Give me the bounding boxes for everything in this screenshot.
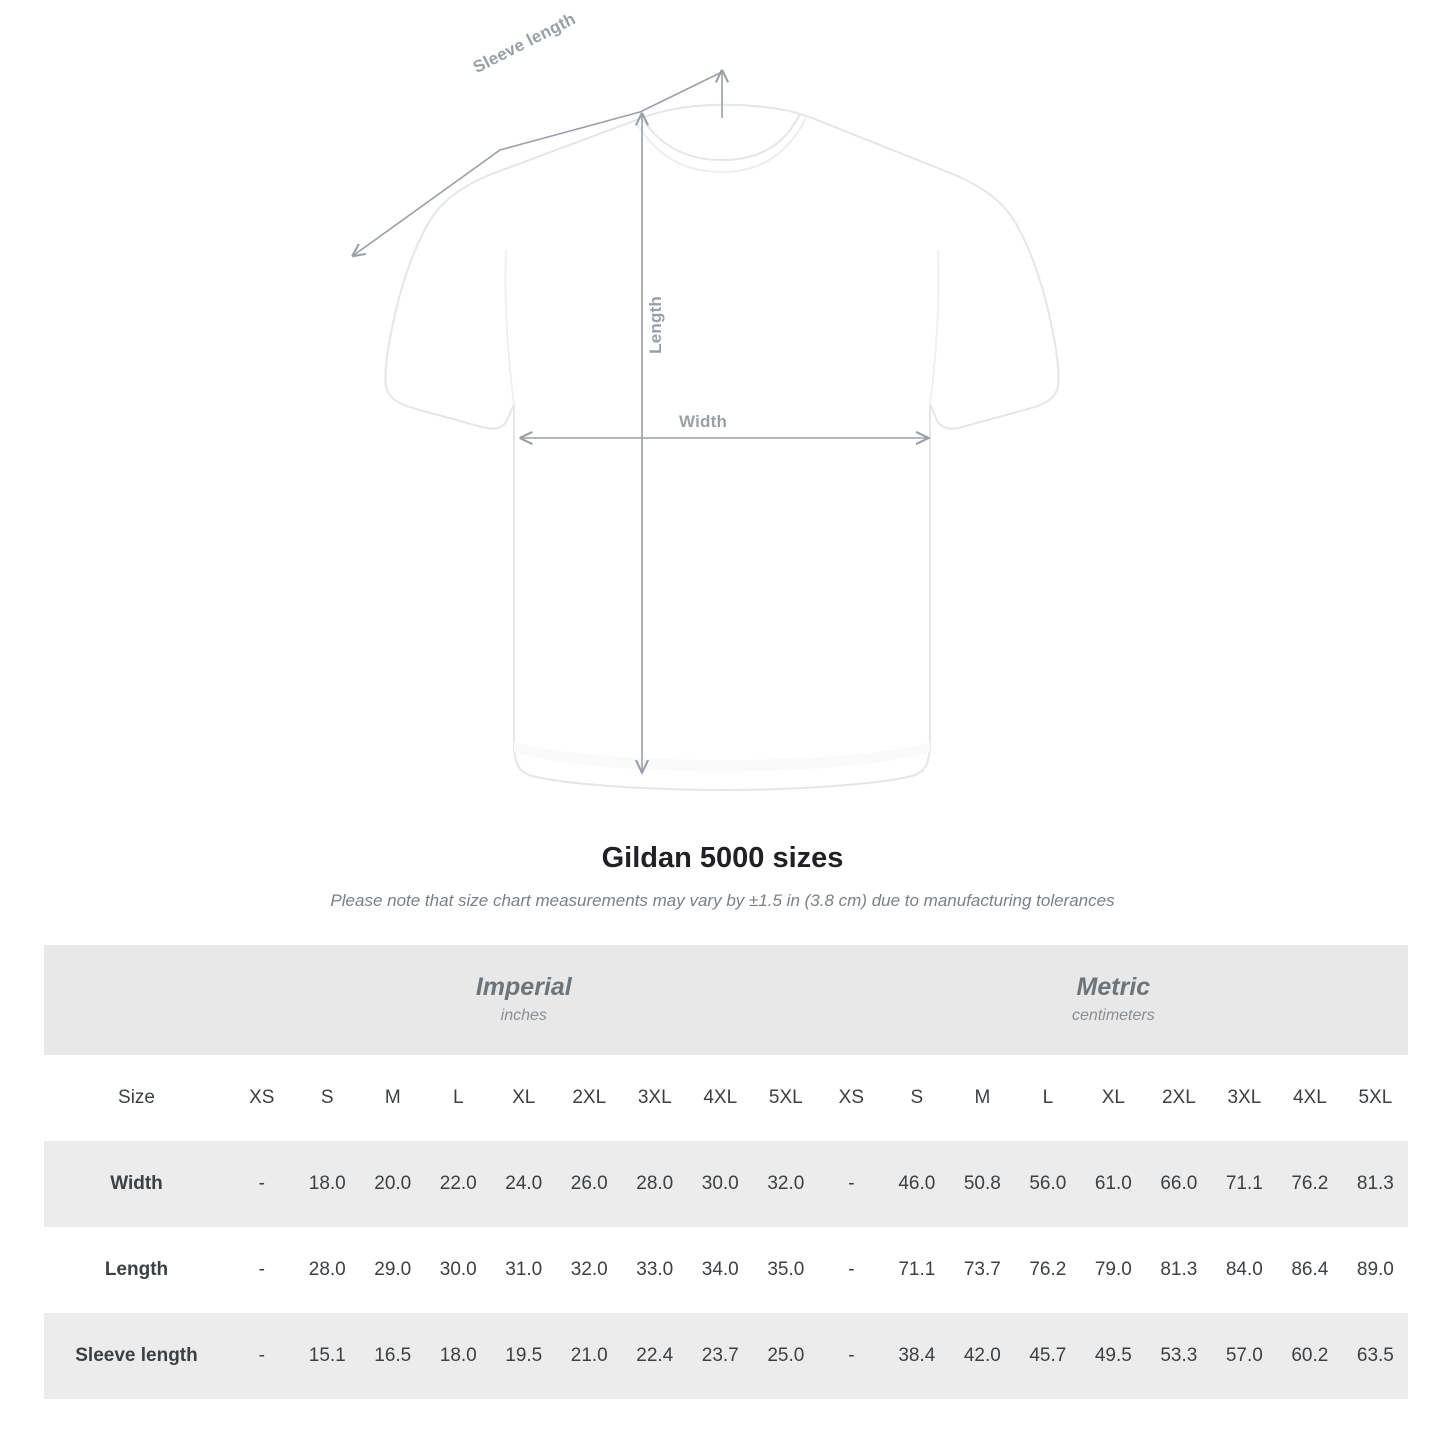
table-cell: 76.2 xyxy=(1277,1141,1343,1227)
table-cell: 21.0 xyxy=(557,1313,623,1399)
table-cell: 53.3 xyxy=(1146,1313,1212,1399)
table-cell: 15.1 xyxy=(295,1313,361,1399)
column-header-cell: 4XL xyxy=(1277,1055,1343,1141)
table-cell: 81.3 xyxy=(1146,1227,1212,1313)
table-cell: - xyxy=(229,1141,295,1227)
column-header-cell: 4XL xyxy=(688,1055,754,1141)
table-cell: 81.3 xyxy=(1343,1141,1409,1227)
table-cell: 28.0 xyxy=(295,1227,361,1313)
table-row xyxy=(44,1313,1408,1399)
table-cell: 71.1 xyxy=(884,1227,950,1313)
table-cell: 86.4 xyxy=(1277,1227,1343,1313)
column-header-cell: M xyxy=(360,1055,426,1141)
row-label-width: Width xyxy=(44,1141,229,1227)
column-header-cell: M xyxy=(950,1055,1016,1141)
table-row xyxy=(44,1227,1408,1313)
length-label: Length xyxy=(646,296,665,354)
table-cell: 18.0 xyxy=(426,1313,492,1399)
column-header-cell: L xyxy=(1015,1055,1081,1141)
table-cell: 26.0 xyxy=(557,1141,623,1227)
table-cell: 18.0 xyxy=(295,1141,361,1227)
table-cell: 22.4 xyxy=(622,1313,688,1399)
table-cell: 32.0 xyxy=(557,1227,623,1313)
table-cell: 66.0 xyxy=(1146,1141,1212,1227)
table-cell: 32.0 xyxy=(753,1141,819,1227)
unit-group-metric-name: Metric xyxy=(1076,972,1151,1001)
unit-spacer-cell xyxy=(44,945,229,1055)
column-header-cell: 2XL xyxy=(1146,1055,1212,1141)
row-header-size: Size xyxy=(44,1055,229,1141)
table-cell: 56.0 xyxy=(1015,1141,1081,1227)
table-cell: - xyxy=(819,1227,885,1313)
unit-group-imperial xyxy=(229,945,819,1055)
table-cell: - xyxy=(819,1141,885,1227)
size-table-wrapper xyxy=(44,945,1401,1399)
unit-group-imperial-sub: inches xyxy=(500,1006,547,1024)
table-cell: 76.2 xyxy=(1015,1227,1081,1313)
table-cell: 25.0 xyxy=(753,1313,819,1399)
table-cell: 50.8 xyxy=(950,1141,1016,1227)
unit-group-metric xyxy=(819,945,1409,1055)
table-cell: 35.0 xyxy=(753,1227,819,1313)
row-label-sleeve-length: Sleeve length xyxy=(44,1313,229,1399)
column-header-cell: S xyxy=(884,1055,950,1141)
table-cell: 31.0 xyxy=(491,1227,557,1313)
sleeve-length-label: Sleeve length xyxy=(470,9,579,77)
column-header-cell: 2XL xyxy=(557,1055,623,1141)
table-cell: 79.0 xyxy=(1081,1227,1147,1313)
table-cell: 60.2 xyxy=(1277,1313,1343,1399)
table-cell: 49.5 xyxy=(1081,1313,1147,1399)
table-cell: 89.0 xyxy=(1343,1227,1409,1313)
table-cell: 61.0 xyxy=(1081,1141,1147,1227)
column-header-cell: S xyxy=(295,1055,361,1141)
tshirt-shape xyxy=(385,105,1058,790)
table-cell: 22.0 xyxy=(426,1141,492,1227)
table-cell: 42.0 xyxy=(950,1313,1016,1399)
table-cell: 46.0 xyxy=(884,1141,950,1227)
table-cell: 30.0 xyxy=(426,1227,492,1313)
table-cell: 34.0 xyxy=(688,1227,754,1313)
table-row xyxy=(44,1141,1408,1227)
page-title: Gildan 5000 sizes xyxy=(601,842,844,874)
column-header-cell: XS xyxy=(819,1055,885,1141)
table-cell: 19.5 xyxy=(491,1313,557,1399)
table-cell: 71.1 xyxy=(1212,1141,1278,1227)
table-cell: 73.7 xyxy=(950,1227,1016,1313)
column-header-cell: 5XL xyxy=(1343,1055,1409,1141)
width-label: Width xyxy=(679,412,728,431)
unit-group-imperial-name: Imperial xyxy=(475,972,572,1001)
unit-group-metric-sub: centimeters xyxy=(1072,1006,1155,1024)
table-cell: 38.4 xyxy=(884,1313,950,1399)
table-cell: 30.0 xyxy=(688,1141,754,1227)
table-cell: 16.5 xyxy=(360,1313,426,1399)
column-header-cell: XS xyxy=(229,1055,295,1141)
column-header-cell: 3XL xyxy=(622,1055,688,1141)
column-header-cell: 5XL xyxy=(753,1055,819,1141)
table-cell: - xyxy=(229,1227,295,1313)
column-header-cell: 3XL xyxy=(1212,1055,1278,1141)
table-cell: 57.0 xyxy=(1212,1313,1278,1399)
table-cell: 20.0 xyxy=(360,1141,426,1227)
column-header-cell: XL xyxy=(491,1055,557,1141)
table-cell: 23.7 xyxy=(688,1313,754,1399)
title-block xyxy=(0,842,1445,911)
column-header-cell: XL xyxy=(1081,1055,1147,1141)
table-cell: - xyxy=(819,1313,885,1399)
column-header-cell: L xyxy=(426,1055,492,1141)
table-cell: 24.0 xyxy=(491,1141,557,1227)
table-cell: - xyxy=(229,1313,295,1399)
size-header-row xyxy=(44,1055,1408,1141)
table-cell: 63.5 xyxy=(1343,1313,1409,1399)
table-cell: 28.0 xyxy=(622,1141,688,1227)
tolerance-note: Please note that size chart measurements may vary by ±1.5 in (3.8 cm) due to manufacturing tolerances xyxy=(330,891,1115,910)
row-label-length: Length xyxy=(44,1227,229,1313)
table-cell: 29.0 xyxy=(360,1227,426,1313)
unit-header-row xyxy=(44,945,1408,1055)
table-cell: 84.0 xyxy=(1212,1227,1278,1313)
table-cell: 33.0 xyxy=(622,1227,688,1313)
table-cell: 45.7 xyxy=(1015,1313,1081,1399)
size-table xyxy=(44,945,1408,1399)
